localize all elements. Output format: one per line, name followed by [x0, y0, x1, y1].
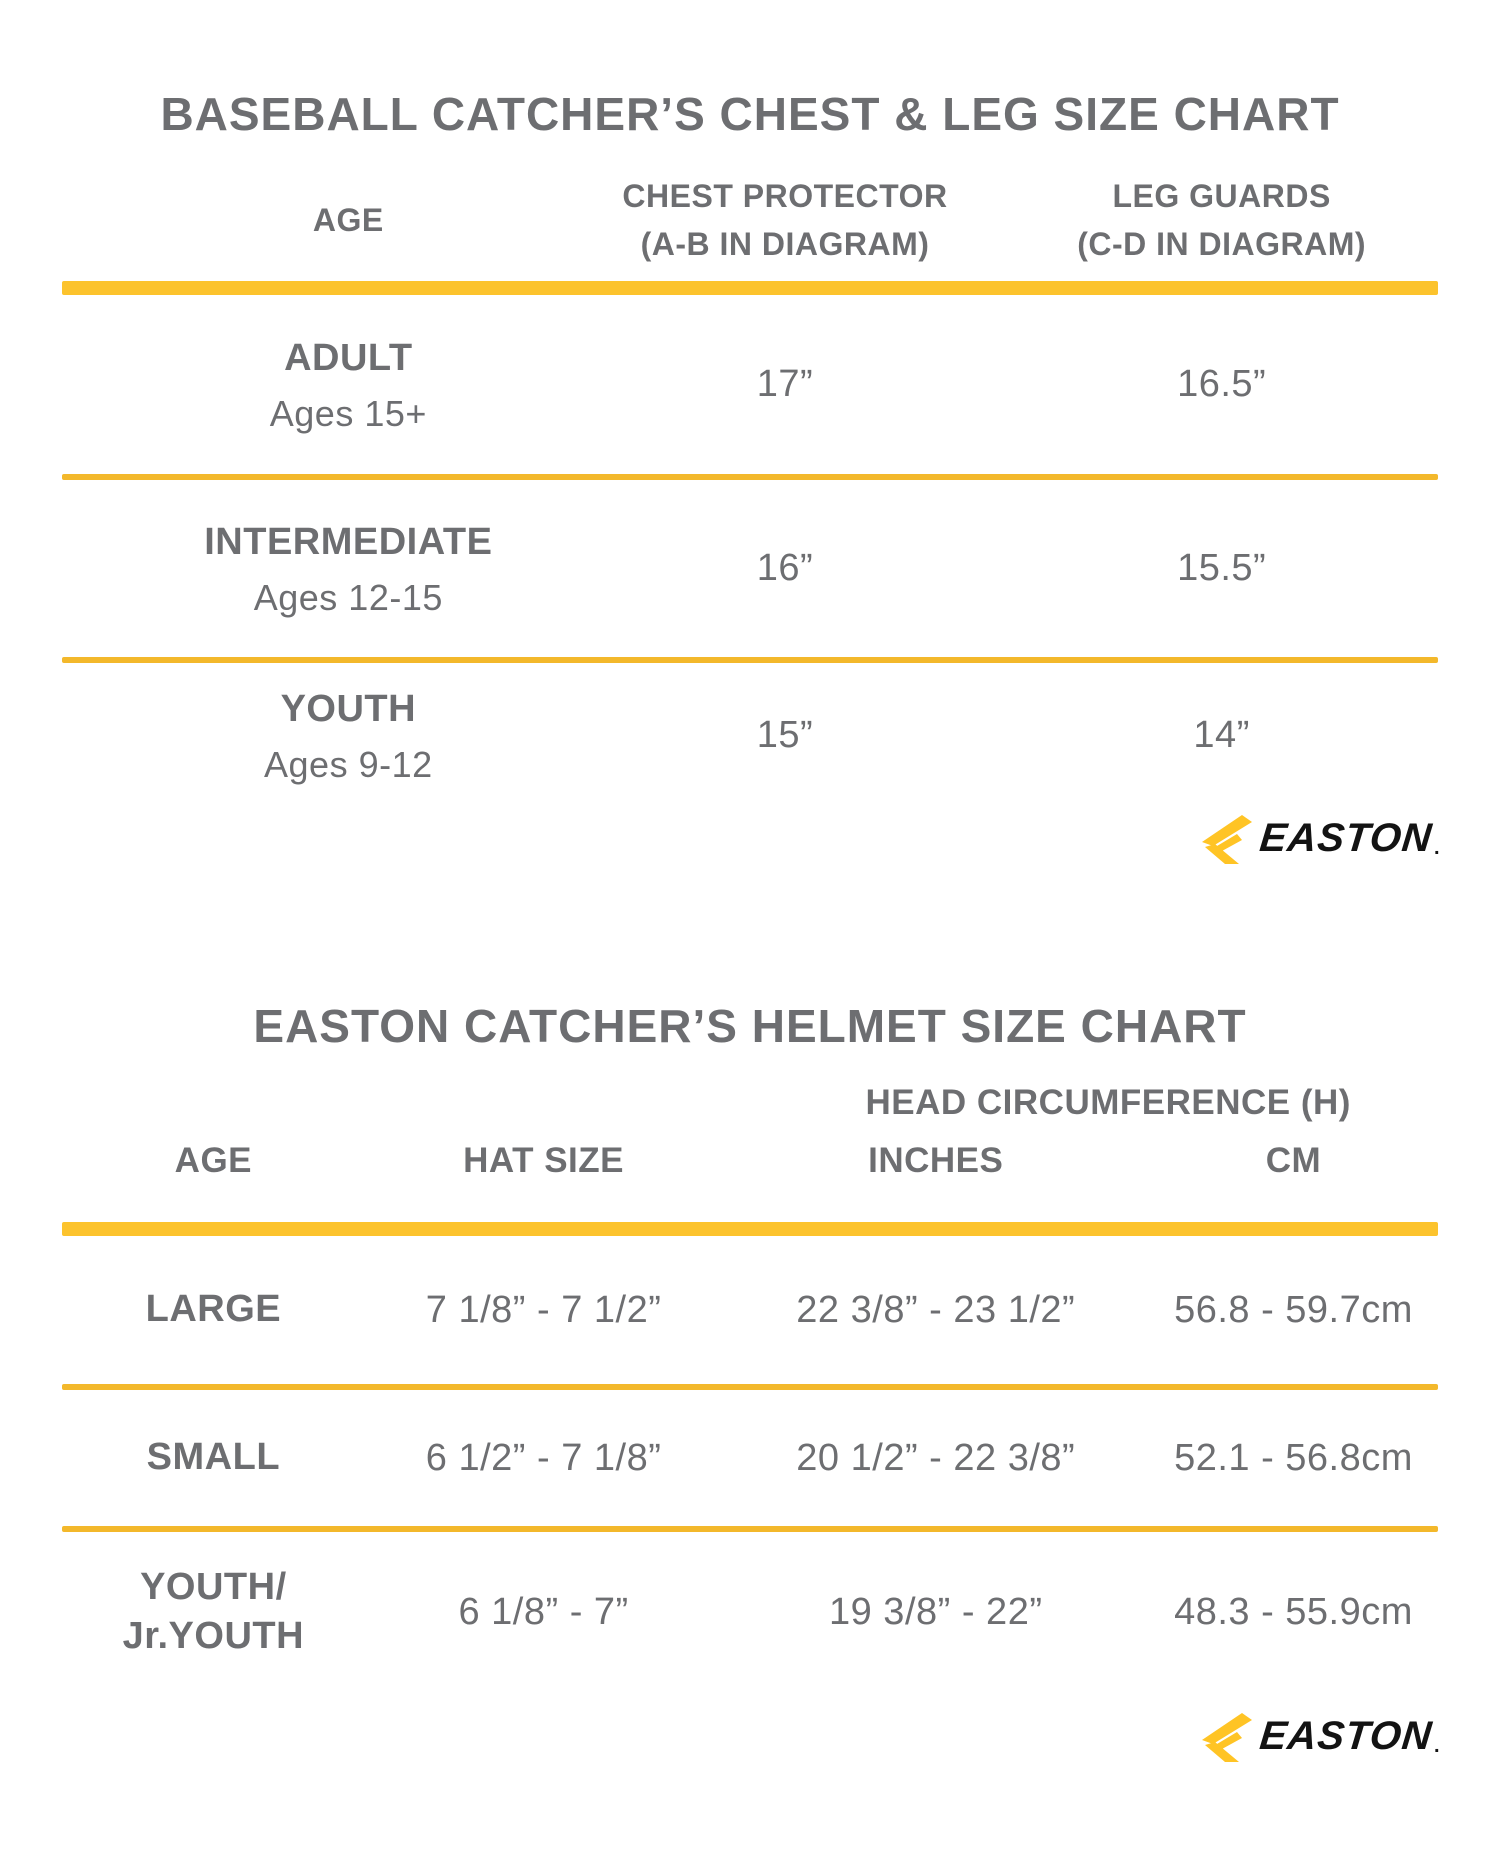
- table-row: [62, 1236, 1438, 1384]
- column-header-age: AGE: [174, 1141, 253, 1180]
- column-header-hat-size: HAT SIZE: [463, 1141, 625, 1180]
- table-row: [130, 663, 1440, 808]
- easton-trademark-dot: .: [1433, 837, 1440, 859]
- size-group-label: SMALL: [146, 1436, 281, 1479]
- table-row: [62, 1390, 1438, 1526]
- easton-mark-icon: [1200, 812, 1252, 864]
- column-header-line: (A-B IN DIAGRAM): [640, 226, 930, 262]
- easton-logo: [1200, 812, 1445, 864]
- table-row: [130, 295, 1440, 474]
- column-header-head-circumference: HEAD CIRCUMFERENCE (H): [865, 1083, 1351, 1122]
- cm-value: 52.1 - 56.8cm: [1174, 1436, 1413, 1479]
- chest-leg-header-row: [130, 168, 1440, 272]
- column-header-chest-protector: [567, 168, 1004, 272]
- leg-guards-value: 15.5”: [1177, 547, 1267, 589]
- divider-thick: [62, 1222, 1438, 1236]
- helmet-header-row: [62, 1134, 1438, 1188]
- column-header-inches: INCHES: [868, 1141, 1004, 1180]
- column-header-age: AGE: [312, 202, 384, 238]
- age-cell: [130, 295, 567, 474]
- easton-wordmark: EASTON: [1257, 1714, 1435, 1758]
- age-group-label: YOUTH: [280, 687, 417, 730]
- helmet-span-header-row: [62, 1082, 1438, 1124]
- age-group-label: INTERMEDIATE: [204, 520, 493, 563]
- chest-leg-chart-title: BASEBALL CATCHER’S CHEST & LEG SIZE CHART: [160, 87, 1340, 140]
- helmet-chart-title: EASTON CATCHER’S HELMET SIZE CHART: [253, 999, 1247, 1052]
- cm-value: 56.8 - 59.7cm: [1174, 1288, 1413, 1331]
- column-header-line: LEG GUARDS: [1112, 178, 1331, 214]
- chest-protector-value: 16”: [756, 547, 814, 589]
- inches-value: 22 3/8” - 23 1/2”: [796, 1288, 1076, 1331]
- hat-size-value: 6 1/8” - 7”: [458, 1590, 629, 1633]
- age-range-label: Ages 12-15: [253, 577, 443, 619]
- chest-protector-value: 17”: [756, 363, 814, 405]
- easton-logo: [1200, 1710, 1445, 1762]
- easton-trademark-dot: .: [1433, 1735, 1440, 1757]
- age-range-label: Ages 9-12: [264, 744, 433, 786]
- leg-guards-value: 14”: [1193, 714, 1250, 756]
- age-group-label: ADULT: [284, 336, 413, 379]
- leg-guards-value: 16.5”: [1177, 363, 1267, 405]
- hat-size-value: 6 1/2” - 7 1/8”: [425, 1436, 662, 1479]
- size-group-label: LARGE: [145, 1288, 282, 1331]
- size-group-label-line2: Jr.YOUTH: [122, 1615, 305, 1657]
- column-header-cm: CM: [1265, 1141, 1322, 1180]
- column-header-leg-guards: [1003, 168, 1440, 272]
- age-cell: [130, 663, 567, 808]
- column-header-line: CHEST PROTECTOR: [622, 178, 948, 214]
- size-group-label: YOUTH/: [140, 1565, 287, 1608]
- age-cell: [130, 480, 567, 657]
- age-range-label: Ages 15+: [269, 393, 427, 435]
- hat-size-value: 7 1/8” - 7 1/2”: [425, 1288, 662, 1331]
- divider-thick: [62, 281, 1438, 295]
- inches-value: 19 3/8” - 22”: [828, 1590, 1043, 1633]
- size-group-cell: [62, 1532, 365, 1692]
- header-spacer: [62, 1082, 722, 1124]
- easton-mark-icon: [1200, 1710, 1252, 1762]
- chest-protector-value: 15”: [756, 714, 814, 756]
- table-row: [62, 1532, 1438, 1692]
- inches-value: 20 1/2” - 22 3/8”: [796, 1436, 1076, 1479]
- cm-value: 48.3 - 55.9cm: [1174, 1590, 1413, 1633]
- easton-wordmark: EASTON: [1257, 816, 1435, 860]
- table-row: [130, 480, 1440, 657]
- column-header-line: (C-D IN DIAGRAM): [1077, 226, 1367, 262]
